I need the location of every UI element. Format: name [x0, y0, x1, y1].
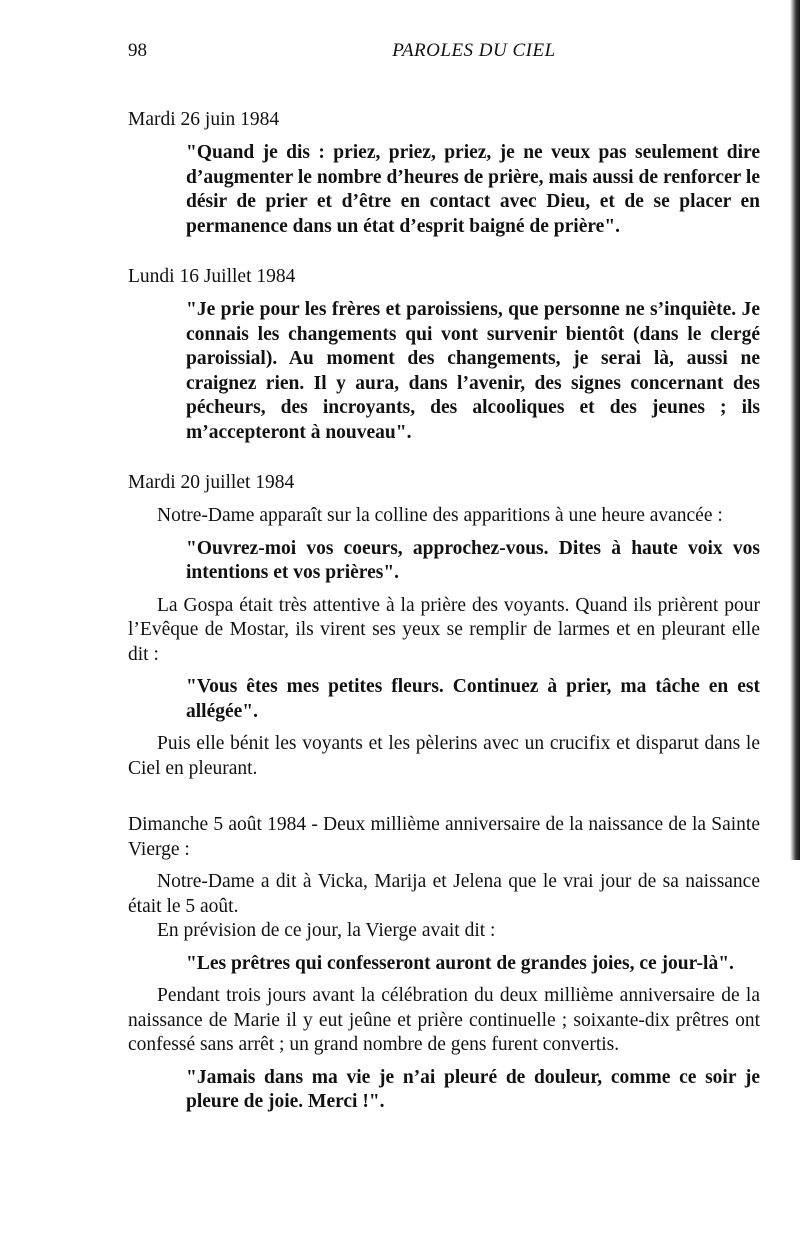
- entry-1: [128, 106, 760, 239]
- entry-paragraph: Notre-Dame apparaît sur la colline des apparitions à une heure avancée :: [157, 505, 723, 526]
- entry-date: Lundi 16 Juillet 1984: [128, 266, 296, 287]
- page-number: 98: [128, 40, 147, 61]
- running-title: PAROLES DU CIEL: [392, 40, 556, 61]
- running-head: [128, 40, 760, 68]
- entry-3: [128, 469, 760, 781]
- entry-paragraph: En prévision de ce jour, la Vierge avait dit :: [157, 920, 496, 941]
- entry-4: [128, 813, 760, 1115]
- book-page: [128, 40, 760, 1115]
- entry-paragraph: La Gospa était très attentive à la prière des voyants. Quand ils prièrent pour l’Evêque de Mostar, ils virent ses yeux se remplir de larmes et en pleurant elle dit :: [128, 594, 760, 665]
- entry-paragraph: Notre-Dame a dit à Vicka, Marija et Jelena que le vrai jour de sa naissance était le 5 août.: [128, 871, 760, 917]
- entry-quote: "Jamais dans ma vie je n’ai pleuré de douleur, comme ce soir je pleure de joie. Merci !".: [186, 1066, 760, 1112]
- entry-quote: "Quand je dis : priez, priez, priez, je ne veux pas seulement dire d’augmenter le nombre d’heures de prière, mais aussi de renforcer le désir de prier et d’être en contact avec Dieu, et de se placer en permanence dans un état d’esprit baigné de prière".: [186, 142, 760, 237]
- book-spine-shadow: [790, 0, 800, 860]
- entry-quote: "Les prêtres qui confesseront auront de grandes joies, ce jour-là".: [186, 952, 734, 974]
- entry-quote: "Vous êtes mes petites fleurs. Continuez à prier, ma tâche en est allégée".: [186, 676, 760, 722]
- entry-paragraph: Puis elle bénit les voyants et les pèlerins avec un crucifix et disparut dans le Ciel en pleurant.: [128, 733, 760, 779]
- entry-quote: "Je prie pour les frères et paroissiens, que personne ne s’inquiète. Je connais les changements qui vont survenir bientôt (dans le clergé paroissial). Au moment des changements, je serai là, aussi ne craignez rien. Il y aura, dans l’avenir, des signes concernant des pécheurs, des incroyants, des alcooliques et des jeunes ; ils m’accepteront à nouveau".: [186, 299, 760, 443]
- entry-quote: "Ouvrez-moi vos coeurs, approchez-vous. Dites à haute voix vos intentions et vos prières".: [186, 537, 760, 583]
- entry-2: [128, 263, 760, 445]
- entry-date: Mardi 26 juin 1984: [128, 109, 280, 130]
- entry-date: Mardi 20 juillet 1984: [128, 472, 295, 493]
- entry-date: Dimanche 5 août 1984 - Deux millième anniversaire de la naissance de la Sainte Vierge :: [128, 814, 760, 860]
- entry-paragraph: Pendant trois jours avant la célébration du deux millième anniversaire de la naissance de Marie il y eut jeûne et prière continuelle ; soixante-dix prêtres ont confessé sans arrêt ; un grand nombre de gens furent convertis.: [128, 985, 760, 1055]
